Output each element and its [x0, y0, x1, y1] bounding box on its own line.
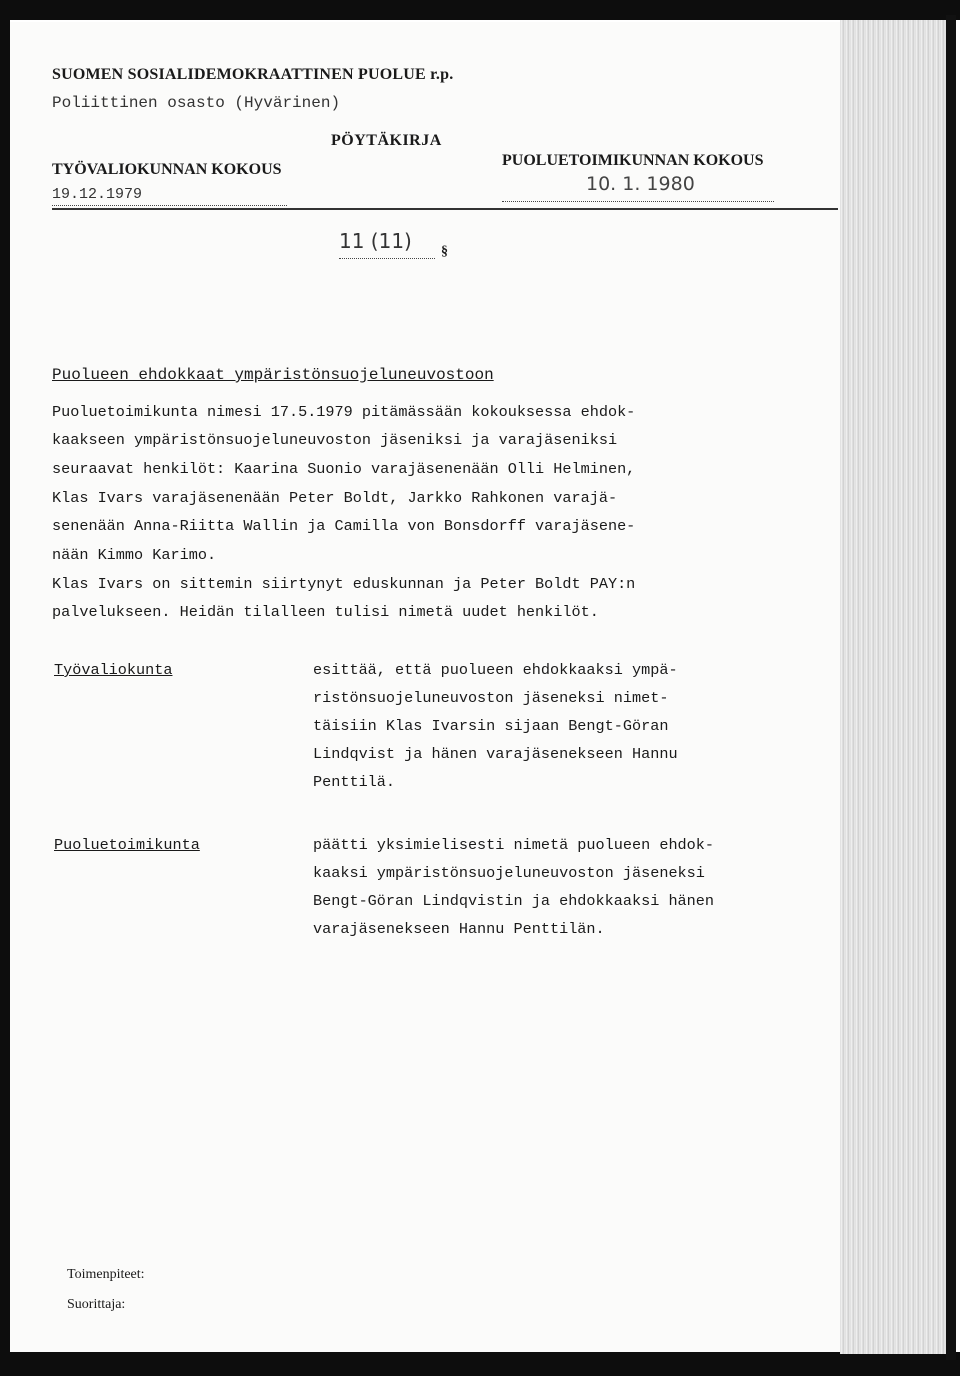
paragraph-number: 11 (11): [339, 229, 412, 253]
party-council-label: Puoluetoimikunta: [54, 836, 200, 854]
document-page: [10, 22, 840, 1352]
proposal-line: Lindqvist ja hänen varajäsenekseen Hannu: [313, 745, 678, 763]
body-line: Puoluetoimikunta nimesi 17.5.1979 pitämässään kokouksessa ehdok-: [52, 403, 636, 421]
decision-line: kaaksi ympäristönsuojeluneuvoston jäseneksi: [313, 864, 705, 882]
executive-committee-label: Työvaliokunta: [54, 661, 173, 679]
body-line: senenään Anna-Riitta Wallin ja Camilla von Bonsdorff varajäsene-: [52, 517, 636, 535]
party-council-meeting-date: 10. 1. 1980: [586, 173, 695, 195]
proposal-line: täisiin Klas Ivarsin sijaan Bengt-Göran: [313, 717, 669, 735]
left-date-dotted-line: [52, 205, 287, 206]
body-line: nään Kimmo Karimo.: [52, 546, 217, 564]
measures-label: Toimenpiteet:: [67, 1267, 145, 1282]
proposal-line: ristönsuojeluneuvoston jäseneksi nimet-: [313, 689, 669, 707]
proposal-line: esittää, että puolueen ehdokkaaksi ympä-: [313, 661, 678, 679]
body-line: kaakseen ympäristönsuojeluneuvoston jäseniksi ja varajäseniksi: [52, 431, 618, 449]
header-rule: [52, 208, 838, 210]
scan-border-left: [0, 0, 10, 1376]
proposal-line: Penttilä.: [313, 773, 396, 791]
body-line: palvelukseen. Heidän tilalleen tulisi nimetä uudet henkilöt.: [52, 603, 599, 621]
executive-committee-meeting-label: TYÖVALIOKUNNAN KOKOUS: [52, 161, 282, 178]
executive-committee-meeting-date: 19.12.1979: [52, 186, 143, 203]
executor-label: Suorittaja:: [67, 1297, 126, 1312]
document-type-title: PÖYTÄKIRJA: [331, 132, 442, 149]
matter-heading: Puolueen ehdokkaat ympäristönsuojeluneuvostoon: [52, 366, 494, 384]
paragraph-dotted-line: [339, 258, 435, 259]
department-line: Poliittinen osasto (Hyvärinen): [52, 94, 341, 112]
party-council-meeting-label: PUOLUETOIMIKUNNAN KOKOUS: [502, 152, 764, 169]
body-line: Klas Ivars varajäsenenään Peter Boldt, Jarkko Rahkonen varajä-: [52, 489, 618, 507]
page-stack-edge: [840, 20, 948, 1354]
paragraph-sign: §: [441, 244, 448, 259]
body-line: Klas Ivars on sittemin siirtynyt eduskunnan ja Peter Boldt PAY:n: [52, 575, 636, 593]
binder-edge: [946, 15, 956, 1360]
decision-line: päätti yksimielisesti nimetä puolueen ehdok-: [313, 836, 715, 854]
decision-line: Bengt-Göran Lindqvistin ja ehdokkaaksi hänen: [313, 892, 715, 910]
body-line: seuraavat henkilöt: Kaarina Suonio varajäsenenään Olli Helminen,: [52, 460, 636, 478]
party-name: SUOMEN SOSIALIDEMOKRAATTINEN PUOLUE r.p.: [52, 66, 454, 83]
right-date-dotted-line: [502, 201, 774, 202]
scan-border-bottom: [0, 1352, 960, 1376]
decision-line: varajäsenekseen Hannu Penttilän.: [313, 920, 605, 938]
scan-border-top: [0, 0, 960, 20]
